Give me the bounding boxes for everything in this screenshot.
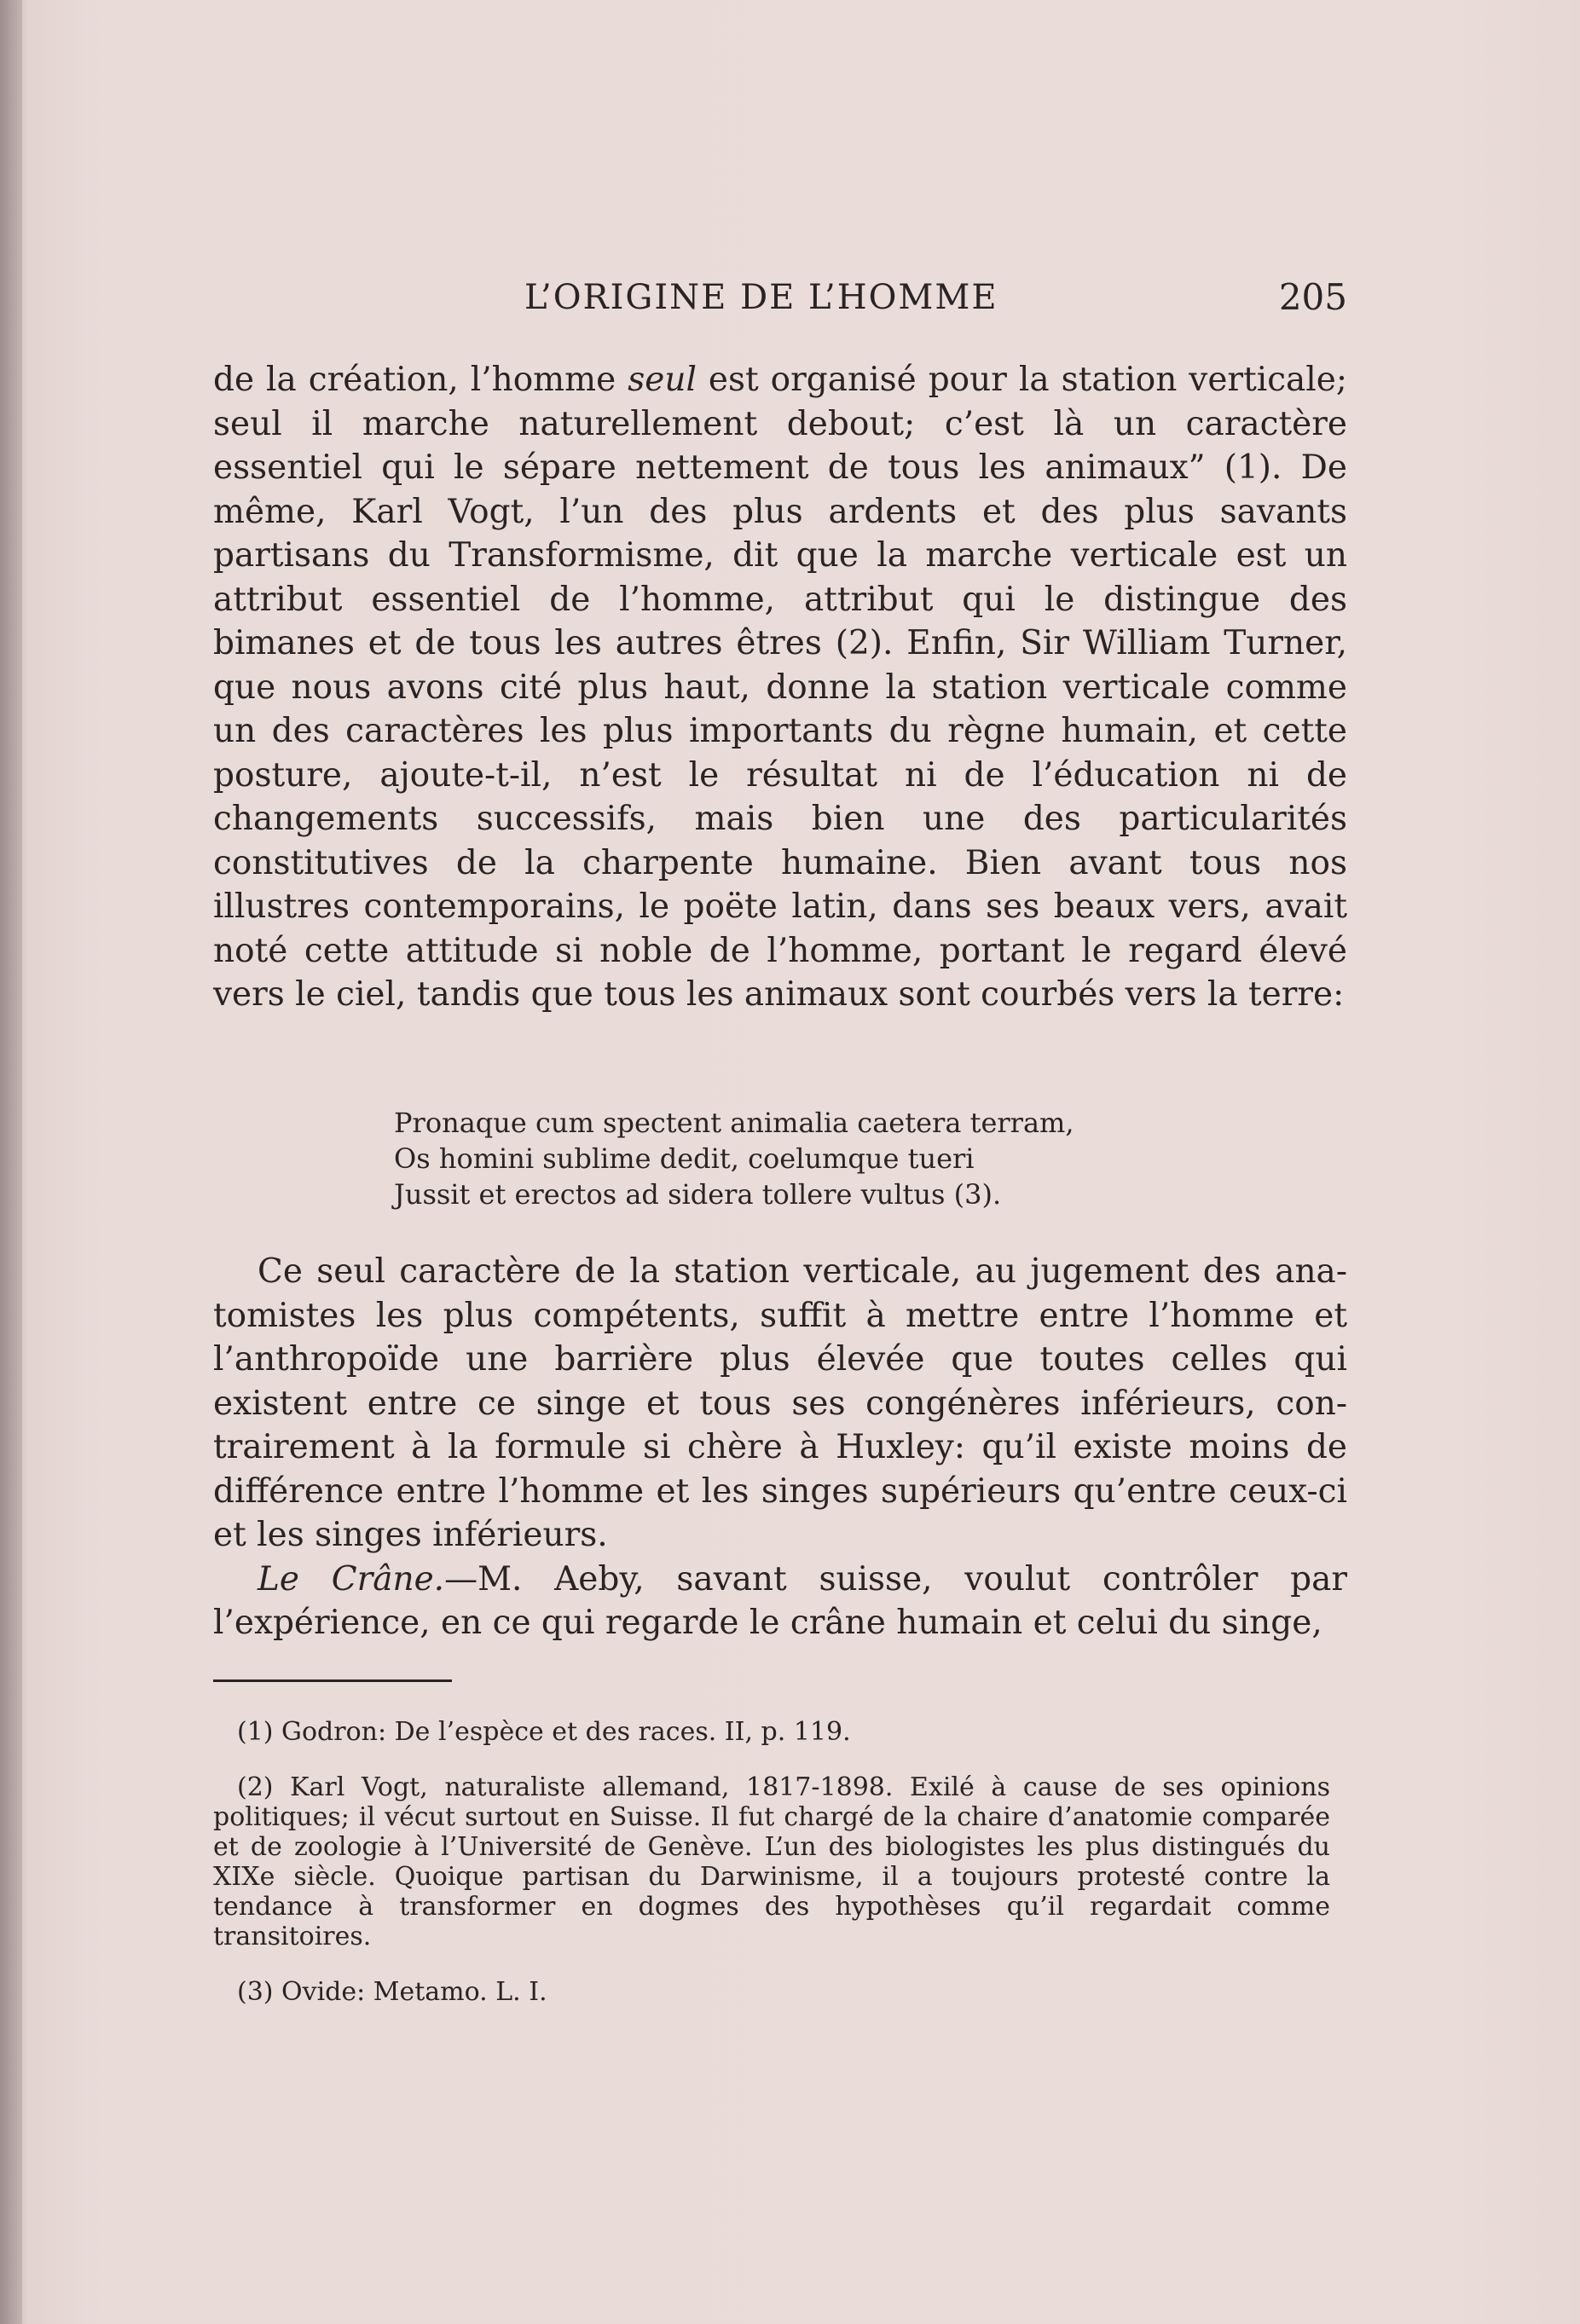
text-run: est organisé pour la station verticale; seul il marche naturellement debout; c’est là un caractère essentiel qui le sépare nettement de tous les animaux” (1). De même, Karl Vogt, l’un des plus ardents et des plus savants partisans du Transformisme, dit que la marche verticale est un attribut essentiel de l’homme, attribut qui le distingue des bimanes et de tous les autres êtres (2). Enfin, Sir William Turner, que nous avons cité plus haut, donne la station verticale comme un des caractères les plus importants du règne humain, et cette posture, ajoute-t-il, n’est le résultat ni de l’éducation ni de changements successifs, mais bien une des particularités constitutives de la charpente humaine. Bien avant tous nos illustres contemporains, le poëte latin, dans ses beaux vers, avait noté cette attitude si noble de l’homme, portant le regard élevé vers le ciel, tandis que tous les animaux sont courbés vers la terre: bbox=[213, 361, 1347, 1014]
verse-line-3: Jussit et erectos ad sidera tollere vultus (3). bbox=[394, 1178, 1002, 1211]
italic-run: seul bbox=[628, 361, 697, 399]
latin-verse-quote bbox=[394, 1105, 1247, 1212]
running-title: L’ORIGINE DE L’HOMME bbox=[524, 278, 998, 317]
body-paragraph-1 bbox=[213, 358, 1347, 1017]
verse-line-1: Pronaque cum spectent animalia caetera terram, bbox=[394, 1107, 1074, 1139]
paragraph-text bbox=[213, 358, 1347, 1017]
footnotes bbox=[213, 1717, 1330, 2032]
footnote-2: (2) Karl Vogt, naturaliste allemand, 1817-1898. Exilé à cause de ses opinions politiques; il vécut surtout en Suisse. Il fut chargé de la chaire d’anatomie comparée et de zoologie à l’Université de Genève. L’un des biologistes les plus distingués du XIXe siècle. Quoique partisan du Darwinisme, il a toujours protesté contre la tendance à transformer en dogmes des hypothèses qu’il regardait comme transitoires. bbox=[213, 1772, 1330, 1951]
verse-line-2: Os homini sublime dedit, coelumque tueri bbox=[394, 1142, 975, 1175]
footnote-3: (3) Ovide: Metamo. L. I. bbox=[237, 1977, 547, 2007]
body-paragraph-2: Ce seul caractère de la station verticale, au jugement des anatomistes les plus compétents, suffit à mettre entre l’homme et l’anthropoïde une barrière plus élevée que toutes celles qui existent entre ce singe et tous ses congénères inférieurs, contrairement à la formule si chère à Huxley: qu’il existe moins de différence entre l’homme et les singes supérieurs qu’entre ceux-ci et les singes inférieurs. bbox=[213, 1252, 1347, 1554]
text-run: de la création, l’homme bbox=[213, 361, 628, 399]
paragraph-text: —M. Aeby, savant suisse, voulut contrôler par l’expérience, en ce qui regarde le crâne humain et celui du singe, bbox=[213, 1559, 1347, 1642]
page-number: 205 bbox=[1278, 276, 1347, 318]
page-gutter-shadow bbox=[0, 0, 22, 2324]
footnote-1: (1) Godron: De l’espèce et des races. II, p. 119. bbox=[237, 1717, 851, 1747]
footnote-divider bbox=[213, 1679, 452, 1682]
page-header bbox=[213, 273, 1347, 324]
section-heading-inline: Le Crâne. bbox=[258, 1559, 445, 1598]
body-paragraphs-continued bbox=[213, 1250, 1347, 1645]
body-paragraph-3 bbox=[213, 1558, 1347, 1645]
